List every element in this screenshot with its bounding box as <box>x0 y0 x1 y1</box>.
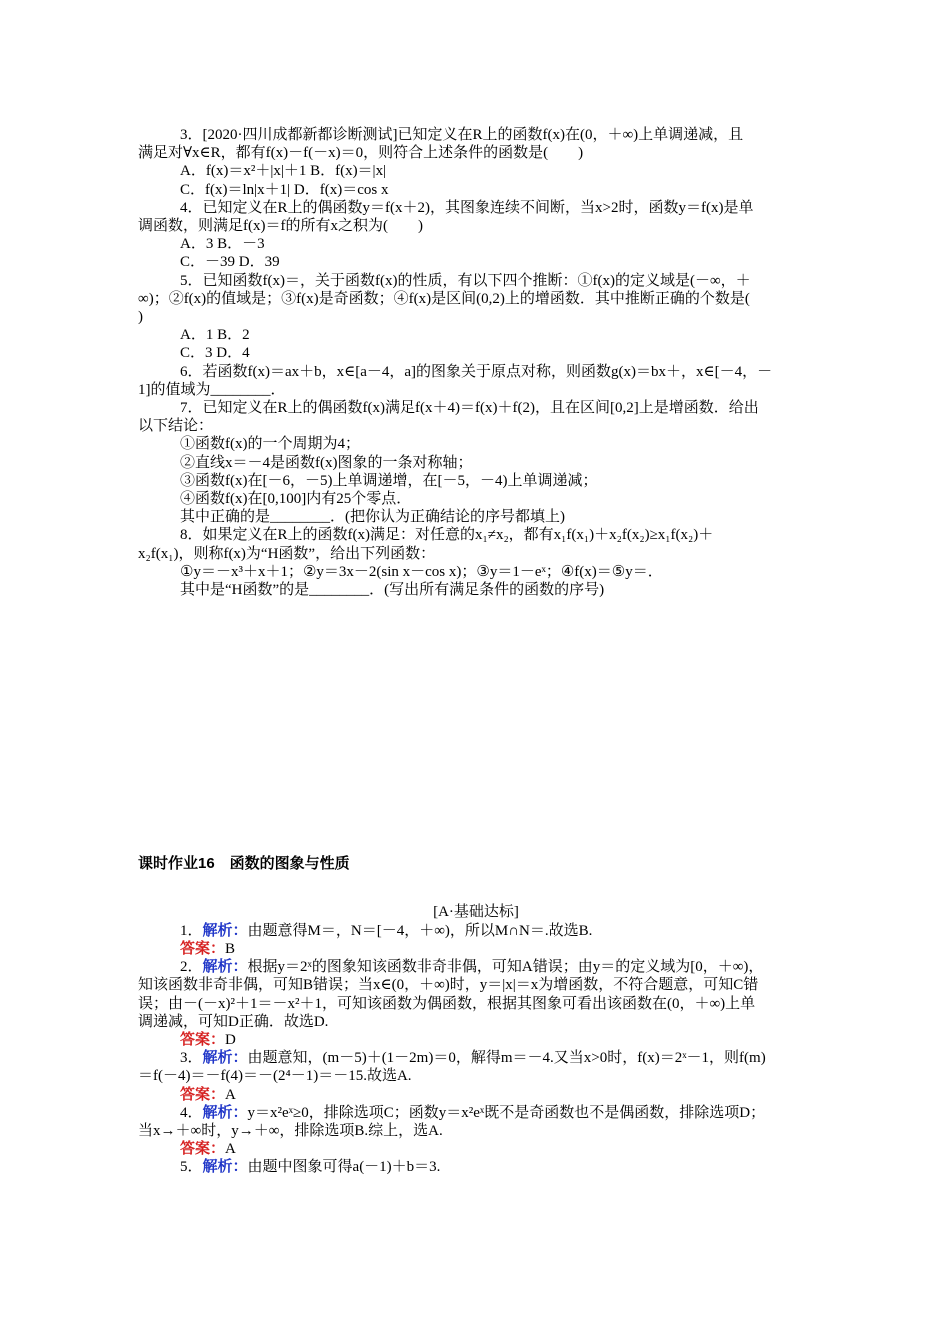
solution-3-analysis-line-2: ＝f(－4)＝－f(4)＝－(2⁴－1)＝－15.故选A. <box>138 1068 412 1085</box>
answer-label: 答案： <box>180 940 226 957</box>
problem-5-stem-line-2: ∞)；②f(x)的值域是；③f(x)是奇函数；④f(x)是区间(0,2)上的增函数．其中推断正确的个数是( <box>138 290 750 307</box>
problem-7 <box>138 399 814 526</box>
answer-value: A <box>225 1141 236 1158</box>
solution-number: 5． <box>180 1159 203 1176</box>
problem-7-stem-line-2: 以下结论： <box>138 418 214 435</box>
problem-3-stem-line-1: 3．[2020·四川成都新都诊断测试]已知定义在R上的函数f(x)在(0，＋∞)上单调递减，且 <box>180 127 744 143</box>
problem-5-stem-line-3: ) <box>138 309 143 326</box>
problem-7-conclusion-3: ③函数f(x)在[－6，－5)上单调递增，在[－5，－4)上单调递减； <box>180 472 598 489</box>
solution-1-analysis <box>138 922 814 940</box>
analysis-label: 解析： <box>202 1050 248 1067</box>
problem-3-options-ab: A．f(x)＝x²＋|x|＋1 B．f(x)＝|x| <box>180 163 387 180</box>
analysis-label: 解析： <box>202 1104 248 1121</box>
solution-3-answer <box>138 1086 814 1104</box>
analysis-text: y＝x²eˣ≥0，排除选项C；函数y＝x²eˣ既不是奇函数也不是偶函数，排除选项D； <box>247 1104 766 1121</box>
solution-3-analysis-line-1 <box>138 1049 814 1067</box>
problem-5-options-cd: C．3 D．4 <box>180 345 250 362</box>
solution-number: 1． <box>180 922 203 939</box>
solution-1-answer <box>138 940 814 958</box>
problem-8-stem-line-2: x₂f(x₁)，则称f(x)为“H函数”，给出下列函数： <box>138 545 436 562</box>
solution-2-analysis-line-2: 知该函数非奇非偶，可知B错误；当x∈(0，＋∞)时，y＝|x|＝x为增函数，不符合题意，可知C错 <box>138 977 759 994</box>
analysis-text: 根据y＝2ˣ的图象知该函数非奇非偶，可知A错误；由y＝的定义域为[0，＋∞)， <box>247 959 764 976</box>
problem-3-stem-line-2: 满足对∀x∈R，都有f(x)－f(－x)＝0，则符合上述条件的函数是( ) <box>138 145 584 162</box>
solution-2-analysis-line-1 <box>138 958 814 976</box>
answer-value: D <box>225 1031 236 1048</box>
problem-7-stem-line-1: 7．已知定义在R上的偶函数f(x)满足f(x＋4)＝f(x)＋f(2)，且在区间[0,2]上是增函数．给出 <box>180 400 759 417</box>
problem-4-stem-line-1: 4．已知定义在R上的偶函数y＝f(x＋2)，其图象连续不间断，当x>2时，函数y＝f(x)是单 <box>180 199 754 216</box>
problem-8-question: 其中是“H函数”的是________．(写出所有满足条件的函数的序号) <box>180 582 605 599</box>
analysis-text: 由题中图象可得a(－1)＋b＝3. <box>247 1159 441 1176</box>
answer-label: 答案： <box>180 1031 226 1048</box>
problem-4 <box>138 199 814 272</box>
answer-label: 答案： <box>180 1086 226 1103</box>
problem-6 <box>138 363 814 399</box>
solution-2 <box>138 958 814 1049</box>
answer-value: B <box>225 940 236 957</box>
solution-2-analysis-line-3: 误；由－(－x)²＋1＝－x²＋1，可知该函数为偶函数，根据其图象可看出该函数在(0，＋∞)上单 <box>138 995 756 1012</box>
problem-3-options-cd: C．f(x)＝ln|x＋1| D．f(x)＝cos x <box>180 181 389 198</box>
problem-4-options-cd: C．－39 D．39 <box>180 254 280 271</box>
problem-5 <box>138 272 814 363</box>
problem-8 <box>138 526 814 599</box>
problem-4-stem-line-2: 调函数，则满足f(x)＝f的所有x之积为( ) <box>138 218 423 235</box>
problem-7-conclusion-2: ②直线x＝－4是函数f(x)图象的一条对称轴； <box>180 454 473 471</box>
solution-5 <box>138 1158 814 1176</box>
problem-7-conclusion-4: ④函数f(x)在[0,100]内有25个零点． <box>180 491 412 508</box>
problem-5-options-ab: A．1 B．2 <box>180 327 250 344</box>
solution-1 <box>138 922 814 958</box>
analysis-text: 由题意知，(m－5)＋(1－2m)＝0，解得m＝－4.又当x>0时，f(x)＝2ˣ－1，则f(m) <box>247 1050 766 1067</box>
solution-number: 2． <box>180 959 203 976</box>
analysis-text: 由题意得M＝，N＝[－4，＋∞)，所以M∩N＝.故选B. <box>247 922 593 939</box>
problem-6-stem-line-2: 1]的值域为________． <box>138 381 286 398</box>
analysis-label: 解析： <box>202 922 248 939</box>
answer-label: 答案： <box>180 1141 226 1158</box>
problem-8-functions: ①y＝－x³＋x＋1；②y＝3x－2(sin x－cos x)；③y＝1－eˣ；④f(x)＝⑤y＝． <box>180 563 663 580</box>
document-page <box>138 126 814 1177</box>
solution-3 <box>138 1049 814 1104</box>
problem-5-stem-line-1: 5．已知函数f(x)＝，关于函数f(x)的性质，有以下四个推断：①f(x)的定义域是(－∞，＋ <box>180 272 751 289</box>
solution-4 <box>138 1104 814 1159</box>
problem-6-stem-line-1: 6．若函数f(x)＝ax＋b，x∈[a－4，a]的图象关于原点对称，则函数g(x)＝bx＋，x∈[－4，－ <box>180 363 773 380</box>
section-title: 课时作业16 函数的图象与性质 <box>138 855 350 873</box>
solution-2-answer <box>138 1031 814 1049</box>
solution-4-analysis-line-2: 当x→＋∞时，y→＋∞，排除选项B.综上，选A. <box>138 1122 443 1139</box>
solution-4-answer <box>138 1140 814 1158</box>
analysis-label: 解析： <box>202 959 248 976</box>
section-subtitle: [A·基础达标] <box>433 904 519 921</box>
problem-7-question: 其中正确的是________．(把你认为正确结论的序号都填上) <box>180 509 565 526</box>
solution-4-analysis-line-1 <box>138 1104 814 1122</box>
blank-space <box>138 599 814 855</box>
problem-8-stem-line-1: 8．如果定义在R上的函数f(x)满足：对任意的x₁≠x₂，都有x₁f(x₁)＋x₂f(x₂)≥x₁f(x₂)＋ <box>180 527 714 544</box>
solution-5-analysis <box>138 1158 814 1176</box>
solution-number: 3． <box>180 1050 203 1067</box>
problem-3 <box>138 126 814 199</box>
analysis-label: 解析： <box>202 1159 248 1176</box>
solution-2-analysis-line-4: 调递减，可知D正确．故选D. <box>138 1013 329 1030</box>
solution-number: 4． <box>180 1104 203 1121</box>
problem-4-options-ab: A．3 B．－3 <box>180 236 265 253</box>
answer-value: A <box>225 1086 236 1103</box>
problem-7-conclusion-1: ①函数f(x)的一个周期为4； <box>180 436 360 453</box>
